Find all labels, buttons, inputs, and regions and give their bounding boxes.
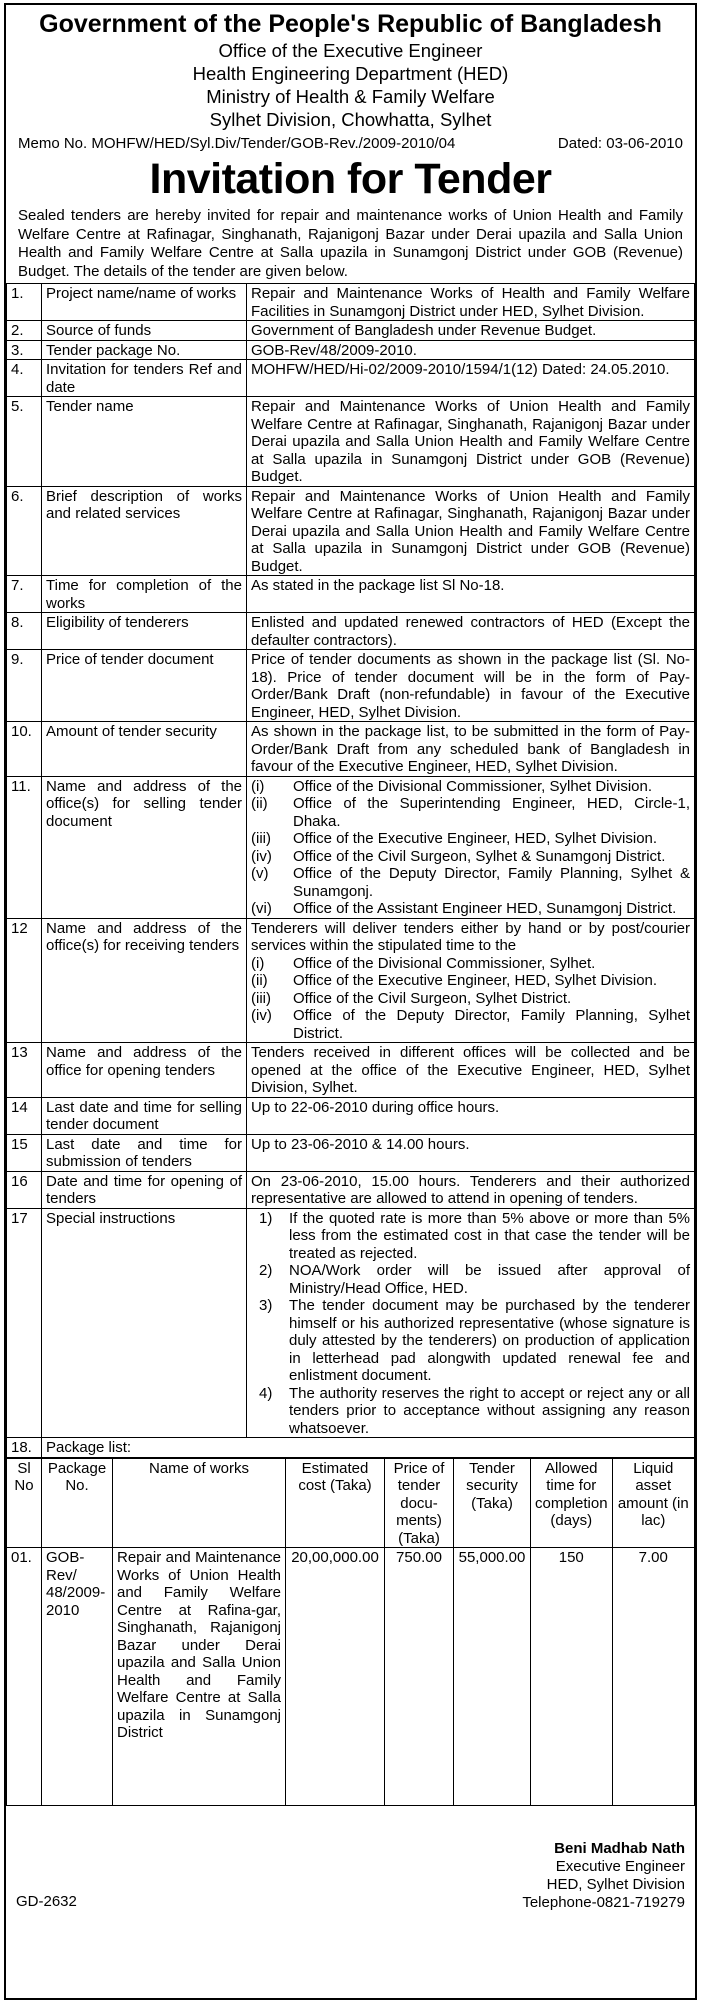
list-text: Office of the Executive Engineer, HED, Sylhet Division. bbox=[293, 972, 658, 989]
table-row bbox=[7, 776, 695, 918]
signatory-office: HED, Sylhet Division bbox=[546, 1876, 685, 1893]
row-value bbox=[247, 918, 695, 1043]
table-row bbox=[7, 1134, 695, 1171]
office-line: Health Engineering Department (HED) bbox=[192, 63, 509, 84]
list-marker: 2) bbox=[259, 1262, 273, 1279]
list-text: Office of the Divisional Commissioner, Sylhet. bbox=[293, 954, 596, 972]
list-item bbox=[251, 955, 690, 973]
row-value: GOB-Rev/48/2009-2010. bbox=[247, 340, 695, 360]
memo-number: Memo No. MOHFW/HED/Syl.Div/Tender/GOB-Rev./2009-2010/04 bbox=[18, 135, 456, 152]
row-label: Eligibility of tenderers bbox=[42, 613, 247, 650]
row-label: Project name/name of works bbox=[42, 284, 247, 321]
signature-block bbox=[522, 1840, 685, 1912]
signatory-name: Beni Madhab Nath bbox=[554, 1840, 685, 1857]
notice-header bbox=[6, 5, 695, 131]
row-value: MOHFW/HED/Hi-02/2009-2010/1594/1(12) Dated: 24.05.2010. bbox=[247, 360, 695, 397]
row-value: On 23-06-2010, 15.00 hours. Tenderers and their authorized representative are allowed to attend in opening of tenders. bbox=[247, 1171, 695, 1208]
column-header: Tender security (Taka) bbox=[454, 1458, 531, 1548]
list-text: Office of the Executive Engineer, HED, Sylhet Division. bbox=[293, 830, 658, 847]
row-number: 12 bbox=[7, 918, 42, 1043]
table-row bbox=[7, 397, 695, 487]
list-text: If the quoted rate is more than 5% above or more than 5% less from the estimated cost in that case the tender will be treated as rejected. bbox=[289, 1209, 690, 1262]
list-text: Office of the Deputy Director, Family Planning, Sylhet District. bbox=[293, 1007, 690, 1042]
column-header: Name of works bbox=[113, 1458, 286, 1548]
list-text: Office of the Divisional Commissioner, Sylhet Division. bbox=[293, 777, 653, 795]
table-row bbox=[7, 1043, 695, 1098]
table-row bbox=[7, 1097, 695, 1134]
list-item bbox=[251, 830, 690, 848]
list-item bbox=[251, 990, 690, 1008]
list-item bbox=[251, 1262, 690, 1297]
table-row bbox=[7, 486, 695, 576]
row-number: 11. bbox=[7, 776, 42, 918]
row-value: As shown in the package list, to be submitted in the form of Pay-Order/Bank Draft from any scheduled bank of Bangladesh in favour of the Executive Engineer, HED, Sylhet Division. bbox=[247, 722, 695, 777]
list-item bbox=[251, 778, 690, 796]
list-marker: (i) bbox=[251, 954, 265, 972]
list-item bbox=[251, 1007, 690, 1042]
signatory-telephone: Telephone-0821-719279 bbox=[522, 1894, 685, 1911]
table-row bbox=[7, 613, 695, 650]
tender-details-table bbox=[6, 283, 695, 1458]
row-value: Government of Bangladesh under Revenue Budget. bbox=[247, 321, 695, 341]
row-label: Price of tender document bbox=[42, 650, 247, 722]
column-header: Liquid asset amount (in lac) bbox=[612, 1458, 694, 1548]
row-label: Special instructions bbox=[42, 1208, 247, 1438]
column-header: Estimated cost (Taka) bbox=[286, 1458, 385, 1548]
row-number: 5. bbox=[7, 397, 42, 487]
publication-code: GD-2632 bbox=[16, 1893, 77, 1910]
row-value: As stated in the package list Sl No-18. bbox=[247, 576, 695, 613]
list-text: Office of the Superintending Engineer, HED, Circle-1, Dhaka. bbox=[293, 795, 690, 830]
row-number: 15 bbox=[7, 1134, 42, 1171]
row-label: Amount of tender security bbox=[42, 722, 247, 777]
signatory-designation: Executive Engineer bbox=[555, 1858, 685, 1875]
office-line: Sylhet Division, Chowhatta, Sylhet bbox=[209, 109, 492, 130]
table-row bbox=[7, 918, 695, 1043]
row-label: Name and address of the office for opening tenders bbox=[42, 1043, 247, 1098]
list-text: The authority reserves the right to accept or reject any or all tenders prior to acceptance without assigning any reason whatsoever. bbox=[289, 1384, 690, 1437]
memo-line bbox=[6, 131, 695, 153]
row-number: 2. bbox=[7, 321, 42, 341]
list-marker: (vi) bbox=[251, 900, 272, 917]
row-number: 8. bbox=[7, 613, 42, 650]
table-row bbox=[7, 360, 695, 397]
notice-title: Invitation for Tender bbox=[149, 155, 552, 203]
row-number: 16 bbox=[7, 1171, 42, 1208]
row-number: 9. bbox=[7, 650, 42, 722]
list-item bbox=[251, 1210, 690, 1263]
office-line: Ministry of Health & Family Welfare bbox=[206, 86, 495, 107]
list-text: Office of the Assistant Engineer HED, Sunamgonj District. bbox=[293, 900, 677, 917]
row-number: 1. bbox=[7, 284, 42, 321]
list-text: Office of the Civil Surgeon, Sylhet & Sunamgonj District. bbox=[293, 847, 666, 865]
table-cell: 750.00 bbox=[385, 1548, 454, 1806]
intro-paragraph: Sealed tenders are hereby invited for repair and maintenance works of Union Health and Family Welfare Centre at Rafinagar, Singhanath, Rajanigonj Bazar under Derai upazila and Salla Union Health and Family Welfare Centre at Salla upazila in Sunamgonj District under GOB (Revenue) Budget. The details of the tender are given below. bbox=[18, 207, 683, 280]
row-value: Repair and Maintenance Works of Union Health and Family Welfare Centre at Rafinagar, Singhanath, Rajanigonj Bazar under Derai upazila and Salla Union Health and Family Welfare Centre at Salla upazila in Sunamgonj District under GOB (Revenue) Budget. bbox=[247, 486, 695, 576]
row-value: Repair and Maintenance Works of Union Health and Family Welfare Centre at Rafinagar, Singhanath, Rajanigonj Bazar under Derai upazila and Salla Union Health and Family Welfare Centre at Salla upazila in Sunamgonj District under GOB (Revenue) Budget. bbox=[247, 397, 695, 487]
table-cell: 55,000.00 bbox=[454, 1548, 531, 1806]
row-label: Invitation for tenders Ref and date bbox=[42, 360, 247, 397]
list-text: Office of the Civil Surgeon, Sylhet District. bbox=[293, 989, 572, 1007]
tender-notice bbox=[4, 3, 697, 2000]
row-label: Tender name bbox=[42, 397, 247, 487]
table-row bbox=[7, 722, 695, 777]
list-marker: 3) bbox=[259, 1297, 273, 1314]
row-number: 7. bbox=[7, 576, 42, 613]
table-row bbox=[7, 650, 695, 722]
package-list-table bbox=[6, 1458, 695, 1807]
list-item bbox=[251, 795, 690, 830]
list-text: NOA/Work order will be issued after approval of Ministry/Head Office, HED. bbox=[289, 1262, 690, 1297]
table-cell: 150 bbox=[531, 1548, 613, 1806]
list-marker: (iv) bbox=[251, 847, 272, 865]
list-marker: (ii) bbox=[251, 972, 268, 989]
row-value: Up to 23-06-2010 & 14.00 hours. bbox=[247, 1134, 695, 1171]
office-line: Office of the Executive Engineer bbox=[218, 40, 483, 61]
row-number: 18. bbox=[7, 1438, 42, 1458]
table-cell: 01. bbox=[7, 1548, 42, 1806]
row-label: Brief description of works and related services bbox=[42, 486, 247, 576]
table-row bbox=[7, 1548, 695, 1806]
row-label: Time for completion of the works bbox=[42, 576, 247, 613]
row-number: 13 bbox=[7, 1043, 42, 1098]
table-cell: Repair and Maintenance Works of Union Health and Family Welfare Centre at Rafina-gar, Singhanath, Rajanigonj Bazar under Derai upazila and Salla Union Health and Family Welfare Centre at Salla upazila in Sunamgonj District bbox=[113, 1548, 286, 1806]
table-header-row bbox=[7, 1458, 695, 1548]
row-label: Name and address of the office(s) for selling tender document bbox=[42, 776, 247, 918]
list-item bbox=[251, 900, 690, 918]
notice-footer bbox=[6, 1806, 695, 1916]
row-value bbox=[247, 776, 695, 918]
list-marker: (i) bbox=[251, 777, 265, 795]
row-value: Price of tender documents as shown in the package list (Sl. No-18). Price of tender document will be in the form of Pay-Order/Bank Draft (non-refundable) in favour of the Executive Engineer, HED, Sylhet Division. bbox=[247, 650, 695, 722]
row-value: Up to 22-06-2010 during office hours. bbox=[247, 1097, 695, 1134]
column-header: Package No. bbox=[42, 1458, 113, 1548]
column-header: Sl No bbox=[7, 1458, 42, 1548]
table-cell: GOB-Rev/ 48/2009-2010 bbox=[42, 1548, 113, 1806]
government-title: Government of the People's Republic of Bangladesh bbox=[39, 10, 662, 38]
row-number: 14 bbox=[7, 1097, 42, 1134]
table-row bbox=[7, 321, 695, 341]
receiving-lead-text: Tenderers will deliver tenders either by hand or by post/courier services within the stipulated time to the bbox=[251, 919, 690, 954]
memo-date: Dated: 03-06-2010 bbox=[557, 135, 683, 152]
row-value: Enlisted and updated renewed contractors of HED (Except the defaulter contractors). bbox=[247, 613, 695, 650]
row-number: 4. bbox=[7, 360, 42, 397]
list-marker: (ii) bbox=[251, 795, 268, 812]
row-label: Last date and time for submission of tenders bbox=[42, 1134, 247, 1171]
row-number: 3. bbox=[7, 340, 42, 360]
table-cell: 20,00,000.00 bbox=[286, 1548, 385, 1806]
row-number: 17 bbox=[7, 1208, 42, 1438]
row-label: Tender package No. bbox=[42, 340, 247, 360]
list-marker: (iii) bbox=[251, 830, 271, 847]
list-marker: (iii) bbox=[251, 989, 271, 1007]
list-text: The tender document may be purchased by the tenderer himself or his authorized representative (whose signature is duly attested by the tenderers) on production of application in letterhead pad alongwith updated renewal fee and enlistment document. bbox=[289, 1297, 690, 1384]
row-value bbox=[247, 1208, 695, 1438]
list-item bbox=[251, 1297, 690, 1385]
row-label: Source of funds bbox=[42, 321, 247, 341]
list-item bbox=[251, 1385, 690, 1438]
list-marker: (iv) bbox=[251, 1007, 272, 1024]
table-cell: 7.00 bbox=[612, 1548, 694, 1806]
row-value: Repair and Maintenance Works of Health and Family Welfare Facilities in Sunamgonj District under HED, Sylhet Division. bbox=[247, 284, 695, 321]
column-header: Allowed time for completion (days) bbox=[531, 1458, 613, 1548]
row-number: 10. bbox=[7, 722, 42, 777]
row-label: Date and time for opening of tenders bbox=[42, 1171, 247, 1208]
table-row bbox=[7, 576, 695, 613]
table-row bbox=[7, 340, 695, 360]
table-row bbox=[7, 1208, 695, 1438]
row-number: 6. bbox=[7, 486, 42, 576]
list-item bbox=[251, 848, 690, 866]
list-marker: 1) bbox=[259, 1209, 273, 1227]
list-item bbox=[251, 972, 690, 990]
table-row bbox=[7, 284, 695, 321]
list-marker: (v) bbox=[251, 865, 269, 882]
list-marker: 4) bbox=[259, 1384, 273, 1402]
row-value: Tenders received in different offices will be collected and be opened at the office of the Executive Engineer, HED, Sylhet Division, Sylhet. bbox=[247, 1043, 695, 1098]
package-list-label: Package list: bbox=[42, 1438, 695, 1458]
table-row bbox=[7, 1438, 695, 1458]
column-header: Price of tender docu-ments) (Taka) bbox=[385, 1458, 454, 1548]
row-label: Name and address of the office(s) for receiving tenders bbox=[42, 918, 247, 1043]
table-row bbox=[7, 1171, 695, 1208]
list-item bbox=[251, 865, 690, 900]
row-label: Last date and time for selling tender document bbox=[42, 1097, 247, 1134]
list-text: Office of the Deputy Director, Family Planning, Sylhet & Sunamgonj. bbox=[293, 865, 690, 900]
